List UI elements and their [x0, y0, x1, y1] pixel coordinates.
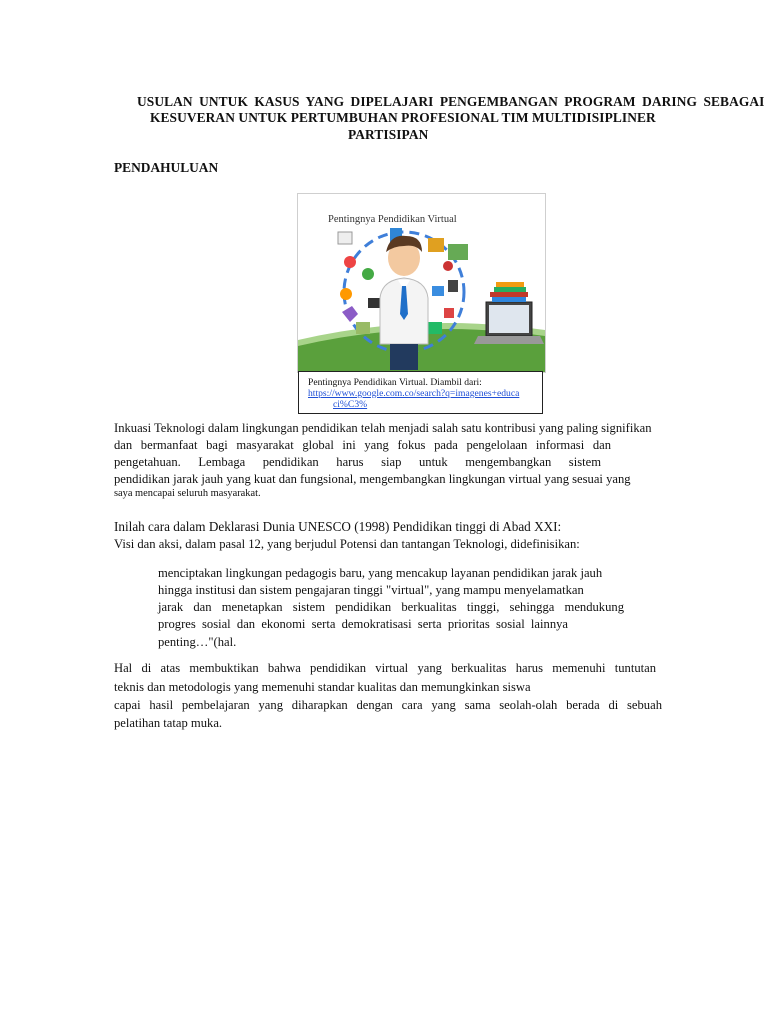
caption-link[interactable]: https://www.google.com.co/search?q=imagenes+educa	[308, 388, 520, 399]
paragraph-1-line-3: pengetahuan. Lembaga pendidikan harus siap untuk mengembangkan sistem	[114, 455, 601, 469]
quote-line-2: hingga institusi dan sistem pengajaran tinggi "virtual", yang mampu menyelamatkan	[158, 583, 584, 597]
document-title-line-2: KESUVERAN UNTUK PERTUMBUHAN PROFESIONAL TIM MULTIDISIPLINER	[150, 110, 656, 125]
paragraph-3-line-4: pelatihan tatap muka.	[114, 716, 223, 730]
caption-link-continued[interactable]: ci%C3%	[333, 399, 368, 410]
paragraph-3-line-2: teknis dan metodologis yang memenuhi standar kualitas dan memungkinkan siswa	[114, 680, 531, 694]
virtual-education-illustration	[298, 194, 545, 372]
paragraph-2-line-2: Visi dan aksi, dalam pasal 12, yang berjudul Potensi dan tantangan Teknologi, didefinisikan:	[114, 537, 580, 551]
paragraph-1-line-4: pendidikan jarak jauh yang kuat dan fungsional, mengembangkan lingkungan virtual yang sesuai yang	[114, 472, 631, 486]
section-heading: PENDAHULUAN	[114, 160, 219, 175]
quote-line-3: jarak dan menetapkan sistem pendidikan berkualitas tinggi, sehingga mendukung	[158, 600, 624, 614]
paragraph-3-line-3: capai hasil pembelajaran yang diharapkan dengan cara yang sama seolah-olah berada di sebuah	[114, 698, 662, 712]
paragraph-1-line-2: dan bermanfaat bagi masyarakat global ini yang fokus pada pengelolaan informasi dan	[114, 438, 611, 452]
paragraph-3-line-1: Hal di atas membuktikan bahwa pendidikan virtual yang berkualitas harus memenuhi tuntutan	[114, 661, 656, 675]
paragraph-2-line-1: Inilah cara dalam Deklarasi Dunia UNESCO (1998) Pendidikan tinggi di Abad XXI:	[114, 519, 562, 534]
caption-text: Pentingnya Pendidikan Virtual. Diambil dari:	[308, 377, 482, 388]
quote-line-4: progres sosial dan ekonomi serta demokratisasi serta prioritas sosial lainnya	[158, 617, 568, 631]
figure-image-title: Pentingnya Pendidikan Virtual	[328, 214, 457, 225]
paragraph-1-line-1: Inkuasi Teknologi dalam lingkungan pendidikan telah menjadi salah satu kontribusi yang paling signifikan	[114, 421, 652, 435]
figure-image	[297, 193, 546, 373]
paragraph-1-line-5: saya mencapai seluruh masyarakat.	[114, 488, 261, 499]
document-title-line-3: PARTISIPAN	[348, 127, 429, 142]
quote-line-1: menciptakan lingkungan pedagogis baru, yang mencakup layanan pendidikan jarak jauh	[158, 566, 603, 580]
document-title-line-1: USULAN UNTUK KASUS YANG DIPELAJARI PENGEMBANGAN PROGRAM DARING SEBAGAI	[137, 94, 765, 109]
figure-caption	[298, 371, 543, 414]
quote-line-5: penting…"(hal.	[158, 635, 237, 649]
